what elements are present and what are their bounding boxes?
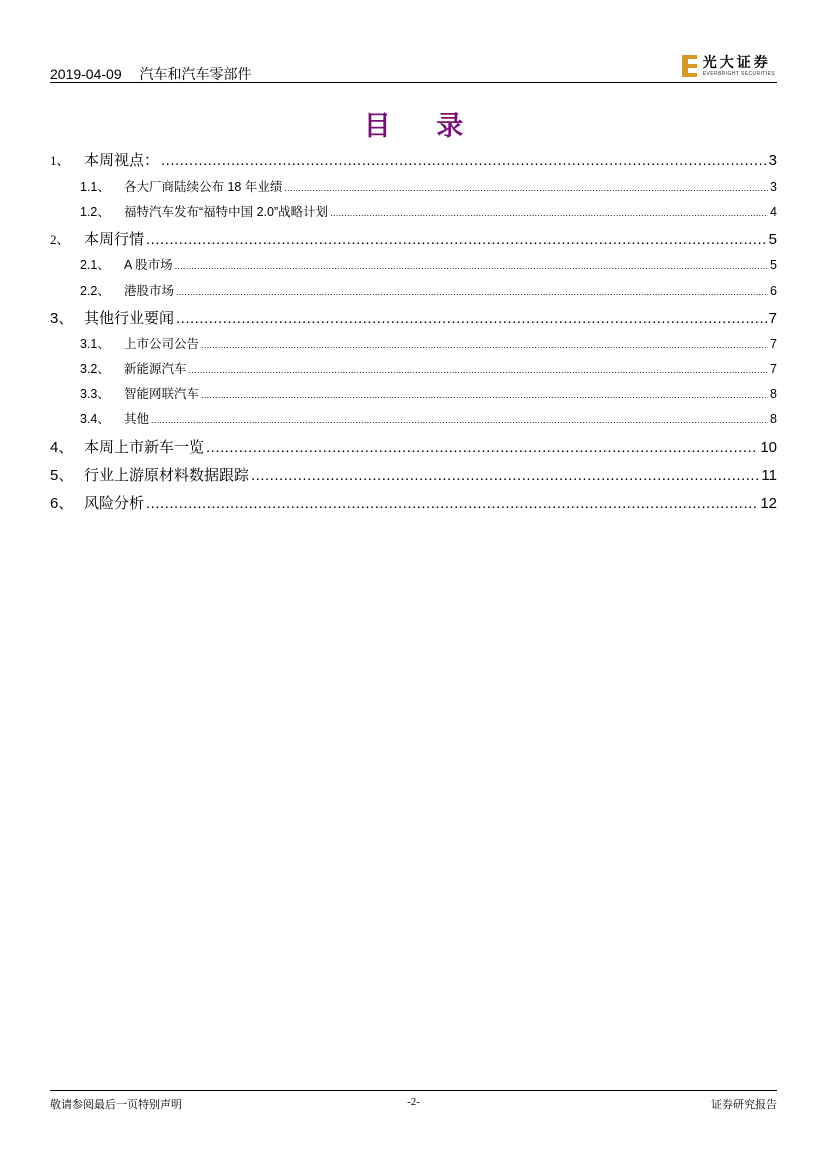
toc-entry-page: 12 — [760, 495, 777, 512]
toc-leader-dots — [284, 183, 768, 193]
toc-entry-page: 7 — [768, 310, 777, 327]
toc-entry-label: 本周上市新车一览 — [84, 439, 205, 456]
toc-entry[interactable] — [50, 307, 777, 328]
toc-subentry[interactable] — [50, 202, 777, 220]
logo-english-name: EVERBRIGHT SECURITIES — [702, 70, 775, 77]
page-number: -2- — [407, 1096, 420, 1108]
toc-entry-number: 3.4、 — [80, 412, 110, 426]
everbright-e-icon — [682, 55, 698, 77]
toc-subentry[interactable] — [50, 359, 777, 377]
toc-entry-label: 各大厂商陆续公布 18 年业绩 — [124, 180, 283, 194]
toc-entry-number: 4、 — [50, 439, 74, 456]
toc-entry-label: 新能源汽车 — [124, 362, 187, 376]
toc-subentry[interactable] — [50, 409, 777, 427]
toc-leader-dots — [206, 439, 758, 456]
toc-entry-page: 8 — [770, 387, 777, 401]
footer-report-type: 证券研究报告 — [711, 1098, 777, 1111]
toc-leader-dots — [175, 261, 768, 271]
toc-entry[interactable] — [50, 149, 777, 170]
toc-leader-dots — [176, 310, 767, 327]
toc-entry-label: 福特汽车发布“福特中国 2.0”战略计划 — [124, 205, 329, 219]
toc-entry-number: 5、 — [50, 467, 74, 484]
toc-entry-label: 本周行情 — [84, 231, 145, 248]
company-logo — [682, 52, 775, 80]
toc-title: 目 录 — [363, 111, 482, 142]
report-sector: 汽车和汽车零部件 — [139, 66, 252, 82]
header-info — [50, 64, 252, 84]
footer-divider — [50, 1090, 777, 1091]
toc-entry-label: 智能网联汽车 — [124, 387, 200, 401]
toc-entry-number: 3.2、 — [80, 362, 110, 376]
toc-entry-page: 7 — [770, 362, 777, 376]
toc-entry-label: 港股市场 — [124, 284, 175, 298]
toc-entry-page: 3 — [770, 180, 777, 194]
toc-entry-number: 3.3、 — [80, 387, 110, 401]
toc-subentry[interactable] — [50, 177, 777, 195]
toc-entry[interactable] — [50, 464, 777, 485]
logo-chinese-name: 光大证券 — [702, 54, 771, 71]
toc-entry-page: 3 — [768, 152, 777, 169]
toc-entry-number: 2.1、 — [80, 258, 110, 272]
toc-entry-number: 1.2、 — [80, 205, 110, 219]
toc-entry-page: 5 — [768, 231, 777, 248]
page-header — [50, 54, 777, 82]
toc-leader-dots — [146, 231, 767, 248]
toc-subentry[interactable] — [50, 255, 777, 273]
toc-entry[interactable] — [50, 492, 777, 513]
toc-entry-page: 6 — [770, 284, 777, 298]
report-date: 2019-04-09 — [50, 66, 122, 82]
toc-entry-label: 其他 — [124, 412, 150, 426]
toc-entry[interactable] — [50, 436, 777, 457]
header-divider — [50, 82, 777, 83]
toc-entry[interactable] — [50, 228, 777, 249]
toc-subentry[interactable] — [50, 384, 777, 402]
toc-leader-dots — [151, 415, 768, 425]
toc-leader-dots — [146, 495, 758, 512]
toc-entry-number: 3.1、 — [80, 337, 110, 351]
toc-leader-dots — [330, 208, 768, 218]
toc-entry-number: 1.1、 — [80, 180, 110, 194]
toc-leader-dots — [201, 340, 768, 350]
toc-entry-label: 上市公司公告 — [124, 337, 200, 351]
toc-entry-label: 本周视点： — [84, 152, 160, 169]
footer-disclaimer: 敬请参阅最后一页特别声明 — [50, 1098, 182, 1111]
toc-entry-page: 4 — [770, 205, 777, 219]
toc-entry-page: 7 — [770, 337, 777, 351]
toc-entry-label: 风险分析 — [84, 495, 145, 512]
toc-entry-label: A 股市场 — [124, 258, 173, 272]
toc-entry-page: 5 — [770, 258, 777, 272]
toc-entry-page: 8 — [770, 412, 777, 426]
toc-entry-number: 2.2、 — [80, 284, 110, 298]
toc-entry-number: 1、 — [50, 153, 70, 168]
toc-leader-dots — [176, 287, 768, 297]
toc-subentry[interactable] — [50, 334, 777, 352]
toc-entry-label: 行业上游原材料数据跟踪 — [84, 467, 250, 484]
toc-leader-dots — [251, 467, 759, 484]
toc-entry-number: 3、 — [50, 310, 74, 327]
toc-entry-page: 11 — [761, 467, 777, 484]
toc-subentry[interactable] — [50, 281, 777, 299]
toc-entry-number: 2、 — [50, 232, 70, 247]
toc-leader-dots — [161, 152, 767, 169]
toc-entry-label: 其他行业要闻 — [84, 310, 175, 327]
toc-entry-page: 10 — [760, 439, 777, 456]
toc-entry-number: 6、 — [50, 495, 74, 512]
toc-leader-dots — [201, 390, 768, 400]
toc-leader-dots — [189, 365, 769, 375]
